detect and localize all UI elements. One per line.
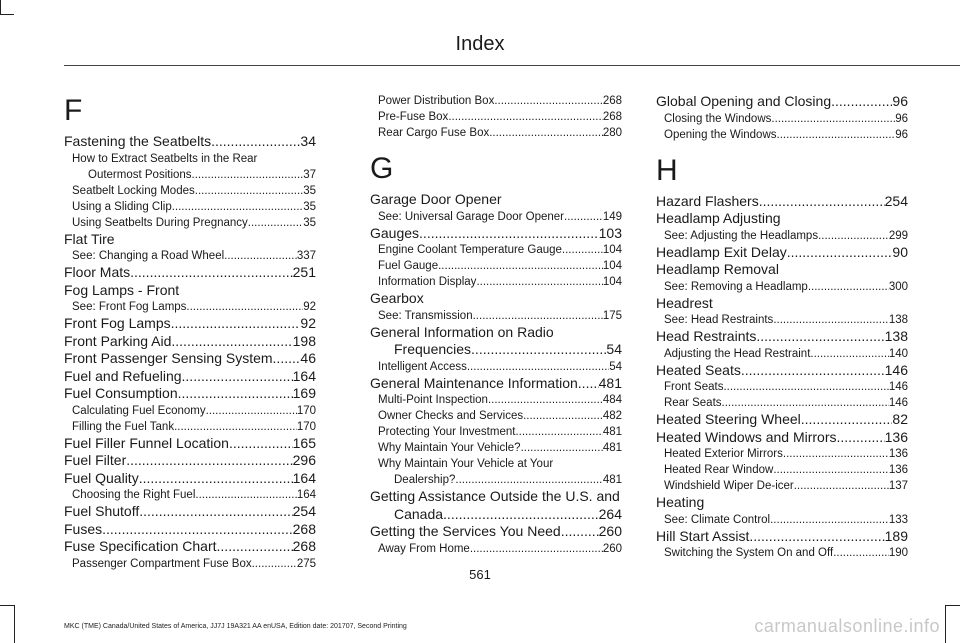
entry-page-number: 35 — [303, 200, 316, 213]
dot-leader — [770, 512, 889, 528]
entry-page-number: 175 — [602, 309, 622, 322]
entry-text: See: Climate Control — [664, 513, 771, 526]
entry-page-number: 164 — [292, 469, 316, 486]
entry-page-number: 164 — [292, 367, 316, 384]
index-column-f — [64, 93, 316, 572]
entry-text: Gauges — [370, 224, 420, 241]
dot-leader — [773, 312, 889, 328]
entry-text: See: Front Fog Lamps — [72, 301, 187, 313]
section-letter: F — [64, 94, 83, 127]
index-subentry[interactable] — [656, 446, 908, 462]
entry-page-number: 484 — [602, 394, 622, 406]
entry-page-number: 296 — [292, 452, 316, 468]
entry-text: Choosing the Right Fuel — [72, 489, 196, 501]
index-heading: Headlamp Adjusting — [656, 210, 781, 226]
entry-text: Multi-Point Inspection — [378, 394, 488, 406]
entry-page-number: 264 — [598, 505, 622, 522]
entry-page-number: 275 — [296, 557, 316, 570]
entry-text: Why Maintain Your Vehicle? — [378, 442, 521, 454]
index-subentry[interactable] — [656, 346, 908, 362]
entry-page-number: 96 — [892, 93, 908, 109]
index-heading: Garage Door Opener — [370, 191, 502, 207]
index-subentry[interactable] — [370, 424, 622, 440]
index-entry[interactable] — [370, 225, 622, 243]
index-subentry[interactable] — [370, 440, 622, 456]
index-subentry[interactable] — [370, 93, 622, 109]
entry-text: Calculating Fuel Economy — [72, 404, 206, 417]
entry-page-number: 481 — [602, 474, 622, 486]
dot-leader — [224, 248, 297, 264]
entry-page-number: 169 — [292, 385, 316, 401]
dot-leader — [833, 545, 889, 561]
dot-leader — [494, 93, 602, 109]
entry-text: Getting the Services You Need — [370, 523, 561, 539]
entry-page-number: 268 — [602, 95, 622, 107]
entry-text: Canada — [394, 505, 444, 522]
entry-page-number: 104 — [602, 276, 622, 288]
index-subentry[interactable] — [64, 419, 316, 435]
index-entry[interactable] — [370, 506, 622, 524]
entry-text: See: Changing a Road Wheel — [72, 250, 225, 262]
index-subentry[interactable] — [370, 274, 622, 290]
entry-text: Fuel and Refueling — [64, 367, 182, 384]
index-entry[interactable] — [656, 528, 908, 546]
entry-text: See: Head Restraints — [664, 314, 774, 326]
entry-page-number: 149 — [602, 210, 622, 223]
entry-page-number: 90 — [892, 243, 908, 260]
index-subentry[interactable] — [656, 478, 908, 494]
index-subentry[interactable] — [370, 359, 622, 375]
index-heading: Heating — [656, 494, 705, 510]
index-entry[interactable] — [370, 375, 622, 393]
entry-text: Intelligent Access — [378, 360, 467, 373]
index-subentry-wrapped: Why Maintain Your Vehicle at Your — [378, 458, 554, 470]
dot-leader — [783, 446, 889, 462]
dot-leader — [139, 503, 292, 521]
entry-page-number: 198 — [292, 332, 316, 349]
index-subentry[interactable] — [656, 462, 908, 478]
entry-text: Fuses — [64, 520, 103, 537]
index-subentry[interactable] — [64, 199, 316, 215]
dot-leader — [470, 541, 603, 557]
index-column-h — [656, 93, 908, 561]
index-entry[interactable] — [64, 521, 316, 539]
entry-page-number: 190 — [888, 547, 908, 559]
entry-text: Fuel Filter — [64, 452, 127, 468]
entry-page-number: 146 — [888, 397, 908, 409]
dot-leader — [195, 183, 303, 199]
index-subentry[interactable] — [370, 392, 622, 408]
entry-text: Fuse Specification Chart — [64, 538, 217, 554]
entry-text: Using a Sliding Clip — [72, 200, 172, 213]
dot-leader — [448, 109, 603, 125]
entry-page-number: 280 — [602, 127, 622, 139]
index-subentry[interactable] — [64, 183, 316, 199]
entry-page-number: 146 — [888, 381, 908, 393]
entry-page-number: 34 — [300, 133, 316, 149]
entry-text: Front Seats — [664, 381, 724, 393]
dot-leader — [248, 215, 303, 231]
entry-text: Rear Cargo Fuse Box — [378, 127, 490, 139]
entry-text: Pre-Fuse Box — [378, 111, 449, 123]
entry-text: Fuel Quality — [64, 469, 139, 486]
dot-leader — [192, 167, 304, 183]
entry-page-number: 481 — [598, 374, 622, 391]
entry-text: Engine Coolant Temperature Gauge — [378, 244, 562, 256]
index-subentry[interactable] — [656, 395, 908, 411]
entry-page-number: 482 — [602, 410, 622, 422]
index-heading: Fog Lamps - Front — [64, 281, 180, 298]
entry-text: Windshield Wiper De-icer — [664, 480, 794, 492]
index-subentry[interactable] — [64, 248, 316, 264]
entry-page-number: 146 — [884, 361, 908, 378]
dot-leader — [831, 93, 892, 111]
dot-leader — [741, 362, 885, 380]
index-subentry-wrapped: How to Extract Seatbelts in the Rear — [72, 152, 258, 165]
section-spacer — [656, 143, 908, 153]
dot-leader — [195, 487, 296, 503]
index-subentry[interactable] — [370, 209, 622, 225]
entry-page-number: 260 — [602, 542, 622, 555]
dot-leader — [438, 258, 603, 274]
dot-leader — [182, 368, 293, 386]
entry-text: Front Fog Lamps — [64, 315, 171, 331]
entry-text: Seatbelt Locking Modes — [72, 184, 195, 197]
index-entry[interactable] — [64, 503, 316, 521]
entry-text: Heated Exterior Mirrors — [664, 448, 783, 460]
index-subentry[interactable] — [656, 228, 908, 244]
index-column-g — [370, 93, 622, 557]
dot-leader — [759, 193, 885, 211]
entry-page-number: 92 — [300, 315, 316, 331]
dot-leader — [773, 462, 889, 478]
entry-page-number: 136 — [888, 464, 908, 476]
dot-leader — [488, 392, 603, 408]
entry-page-number: 46 — [300, 350, 316, 366]
dot-leader — [564, 209, 603, 225]
dot-leader — [476, 274, 602, 290]
section-letter: H — [656, 153, 678, 187]
index-subentry[interactable] — [370, 109, 622, 125]
index-entry[interactable] — [656, 193, 908, 211]
entry-page-number: 260 — [598, 523, 622, 539]
entry-text: Hill Start Assist — [656, 527, 750, 544]
entry-page-number: 337 — [296, 250, 316, 262]
entry-page-number: 251 — [292, 264, 316, 280]
crop-mark — [945, 605, 946, 643]
dot-leader — [777, 127, 896, 143]
entry-text: Rear Seats — [664, 397, 722, 409]
index-subentry[interactable] — [370, 308, 622, 324]
entry-text: Hazard Flashers — [656, 192, 759, 209]
entry-page-number: 164 — [296, 489, 316, 501]
index-subentry[interactable] — [656, 545, 908, 561]
index-entry[interactable] — [64, 133, 316, 151]
entry-text: See: Transmission — [378, 309, 473, 322]
index-entry[interactable] — [656, 328, 908, 346]
index-heading: Gearbox — [370, 290, 424, 306]
entry-text: Fuel Filler Funnel Location — [64, 434, 229, 451]
dot-leader — [562, 242, 603, 258]
dot-leader — [467, 359, 609, 375]
index-subentry[interactable] — [370, 242, 622, 258]
entry-page-number: 136 — [884, 428, 908, 445]
dot-leader — [273, 350, 301, 368]
entry-text: Outermost Positions — [88, 168, 192, 181]
index-entry[interactable] — [64, 315, 316, 333]
entry-text: Opening the Windows — [664, 128, 777, 141]
entry-page-number: 103 — [598, 224, 622, 241]
entry-page-number: 254 — [292, 503, 316, 519]
entry-page-number: 300 — [888, 280, 908, 293]
dot-leader — [172, 199, 303, 215]
dot-leader — [178, 385, 293, 403]
entry-text: Power Distribution Box — [378, 95, 495, 107]
page-number: 561 — [469, 567, 491, 582]
dot-leader — [130, 264, 293, 282]
entry-text: Using Seatbelts During Pregnancy — [72, 216, 248, 229]
entry-text: See: Removing a Headlamp — [664, 280, 808, 293]
entry-text: See: Adjusting the Headlamps — [664, 229, 819, 242]
dot-leader — [186, 299, 303, 315]
index-entry[interactable] — [64, 264, 316, 282]
index-heading: Headrest — [656, 294, 713, 311]
entry-text: Floor Mats — [64, 264, 131, 280]
dot-leader — [787, 244, 893, 262]
index-subentry[interactable] — [64, 167, 316, 183]
dot-leader — [561, 523, 599, 541]
entry-text: Global Opening and Closing — [656, 93, 832, 109]
entry-page-number: 170 — [296, 420, 316, 433]
dot-leader — [419, 225, 599, 243]
crop-mark — [0, 14, 14, 15]
entry-page-number: 138 — [888, 314, 908, 326]
index-entry[interactable] — [64, 435, 316, 453]
entry-text: Away From Home — [378, 542, 470, 555]
entry-page-number: 268 — [602, 111, 622, 123]
dot-leader — [139, 470, 293, 488]
index-heading: Getting Assistance Outside the U.S. and — [370, 488, 620, 504]
entry-text: Front Parking Aid — [64, 332, 172, 349]
entry-page-number: 481 — [602, 442, 622, 454]
dot-leader — [521, 440, 603, 456]
dot-leader — [808, 279, 889, 295]
entry-page-number: 35 — [303, 184, 316, 197]
entry-text: Headlamp Exit Delay — [656, 243, 787, 260]
entry-text: General Maintenance Information — [370, 374, 578, 391]
entry-text: Frequencies — [394, 341, 472, 357]
dot-leader — [818, 228, 889, 244]
entry-page-number: 37 — [303, 168, 316, 181]
dot-leader — [171, 315, 301, 333]
index-entry[interactable] — [64, 538, 316, 556]
entry-text: Closing the Windows — [664, 112, 772, 125]
entry-page-number: 136 — [888, 448, 908, 460]
index-subentry[interactable] — [656, 279, 908, 295]
index-subentry[interactable] — [370, 472, 622, 488]
entry-page-number: 104 — [602, 260, 622, 272]
entry-page-number: 254 — [884, 192, 908, 209]
dot-leader — [749, 528, 884, 546]
entry-page-number: 137 — [888, 480, 908, 492]
index-entry[interactable] — [370, 341, 622, 359]
index-heading: General Information on Radio — [370, 323, 554, 340]
dot-leader — [471, 341, 606, 359]
index-subentry[interactable] — [656, 312, 908, 328]
index-entry[interactable] — [656, 429, 908, 447]
dot-leader — [722, 395, 889, 411]
crop-mark — [0, 0, 1, 14]
dot-leader — [443, 506, 599, 524]
dot-leader — [217, 538, 293, 556]
index-subentry[interactable] — [656, 127, 908, 143]
section-letter: G — [370, 152, 394, 185]
entry-text: Owner Checks and Services — [378, 410, 524, 422]
dot-leader — [515, 424, 602, 440]
entry-page-number: 299 — [888, 229, 908, 242]
dot-leader — [837, 429, 885, 447]
index-subentry[interactable] — [370, 125, 622, 141]
dot-leader — [771, 111, 895, 127]
entry-page-number: 54 — [606, 341, 622, 357]
entry-text: Heated Steering Wheel — [656, 411, 801, 427]
entry-page-number: 54 — [609, 360, 622, 373]
dot-leader — [171, 333, 292, 351]
entry-text: Fuel Consumption — [64, 385, 178, 401]
entry-page-number: 140 — [888, 347, 908, 360]
index-subentry[interactable] — [370, 408, 622, 424]
index-entry[interactable] — [64, 452, 316, 470]
dot-leader — [206, 403, 297, 419]
dot-leader — [473, 308, 603, 324]
dot-leader — [174, 419, 297, 435]
index-entry[interactable] — [656, 244, 908, 262]
entry-text: Switching the System On and Off — [664, 547, 834, 559]
entry-text: Protecting Your Investment — [378, 426, 516, 438]
dot-leader — [578, 375, 599, 393]
dot-leader — [229, 435, 293, 453]
index-heading: Headlamp Removal — [656, 261, 779, 277]
entry-page-number: 133 — [888, 513, 908, 526]
entry-page-number: 481 — [602, 426, 622, 438]
entry-page-number: 92 — [303, 301, 316, 313]
index-subentry[interactable] — [64, 215, 316, 231]
section-spacer — [370, 141, 622, 151]
entry-text: Adjusting the Head Restraint — [664, 347, 811, 360]
footer-edition-info: MKC (TME) Canada/United States of America, JJ7J 19A321 AA enUSA, Edition date: 201707, Second Printing — [64, 623, 407, 630]
index-entry[interactable] — [64, 385, 316, 403]
entry-page-number: 170 — [296, 404, 316, 417]
crop-mark — [14, 605, 15, 643]
entry-text: Passenger Compartment Fuse Box — [72, 557, 252, 570]
dot-leader — [756, 328, 884, 346]
index-entry[interactable] — [656, 362, 908, 380]
dot-leader — [810, 346, 888, 362]
entry-page-number: 268 — [292, 520, 316, 537]
entry-page-number: 138 — [884, 328, 908, 344]
index-subentry[interactable] — [370, 541, 622, 557]
index-heading: Flat Tire — [64, 230, 115, 247]
watermark: carmanualsonline.info — [754, 616, 940, 636]
index-entry[interactable] — [656, 411, 908, 429]
entry-text: See: Universal Garage Door Opener — [378, 210, 565, 223]
page-title: Index — [455, 33, 505, 55]
index-entry[interactable] — [64, 368, 316, 386]
dot-leader — [723, 379, 888, 395]
entry-text: Heated Seats — [656, 361, 741, 378]
entry-text: Dealership? — [394, 474, 456, 486]
index-entry[interactable] — [370, 523, 622, 541]
dot-leader — [523, 408, 603, 424]
entry-page-number: 165 — [292, 434, 316, 451]
entry-text: Information Display — [378, 276, 477, 288]
entry-page-number: 189 — [884, 527, 908, 544]
index-subentry[interactable] — [656, 111, 908, 127]
index-entry[interactable] — [656, 93, 908, 111]
dot-leader — [794, 478, 889, 494]
index-subentry[interactable] — [656, 379, 908, 395]
index-entry[interactable] — [64, 350, 316, 368]
dot-leader — [102, 521, 293, 539]
index-subentry[interactable] — [64, 299, 316, 315]
index-entry[interactable] — [64, 333, 316, 351]
index-subentry[interactable] — [656, 512, 908, 528]
entry-text: Front Passenger Sensing System — [64, 350, 273, 366]
entry-page-number: 35 — [303, 216, 316, 229]
dot-leader — [801, 411, 893, 429]
dot-leader — [455, 472, 602, 488]
index-subentry[interactable] — [370, 258, 622, 274]
entry-page-number: 268 — [292, 538, 316, 554]
entry-text: Fuel Shutoff — [64, 503, 140, 519]
title-divider — [64, 65, 960, 66]
entry-text: Filling the Fuel Tank — [72, 420, 175, 433]
entry-page-number: 96 — [895, 112, 908, 125]
entry-page-number: 104 — [602, 244, 622, 256]
entry-text: Fastening the Seatbelts — [64, 133, 212, 149]
index-subentry[interactable] — [64, 403, 316, 419]
dot-leader — [489, 125, 603, 141]
entry-page-number: 82 — [892, 411, 908, 427]
entry-text: Head Restraints — [656, 328, 757, 344]
entry-page-number: 96 — [895, 128, 908, 141]
dot-leader — [126, 452, 292, 470]
crop-mark — [0, 605, 14, 606]
dot-leader — [211, 133, 300, 151]
crop-mark — [945, 605, 960, 606]
index-entry[interactable] — [64, 470, 316, 488]
index-subentry[interactable] — [64, 487, 316, 503]
entry-text: Heated Windows and Mirrors — [656, 428, 837, 445]
entry-text: Fuel Gauge — [378, 260, 439, 272]
entry-text: Heated Rear Window — [664, 464, 774, 476]
